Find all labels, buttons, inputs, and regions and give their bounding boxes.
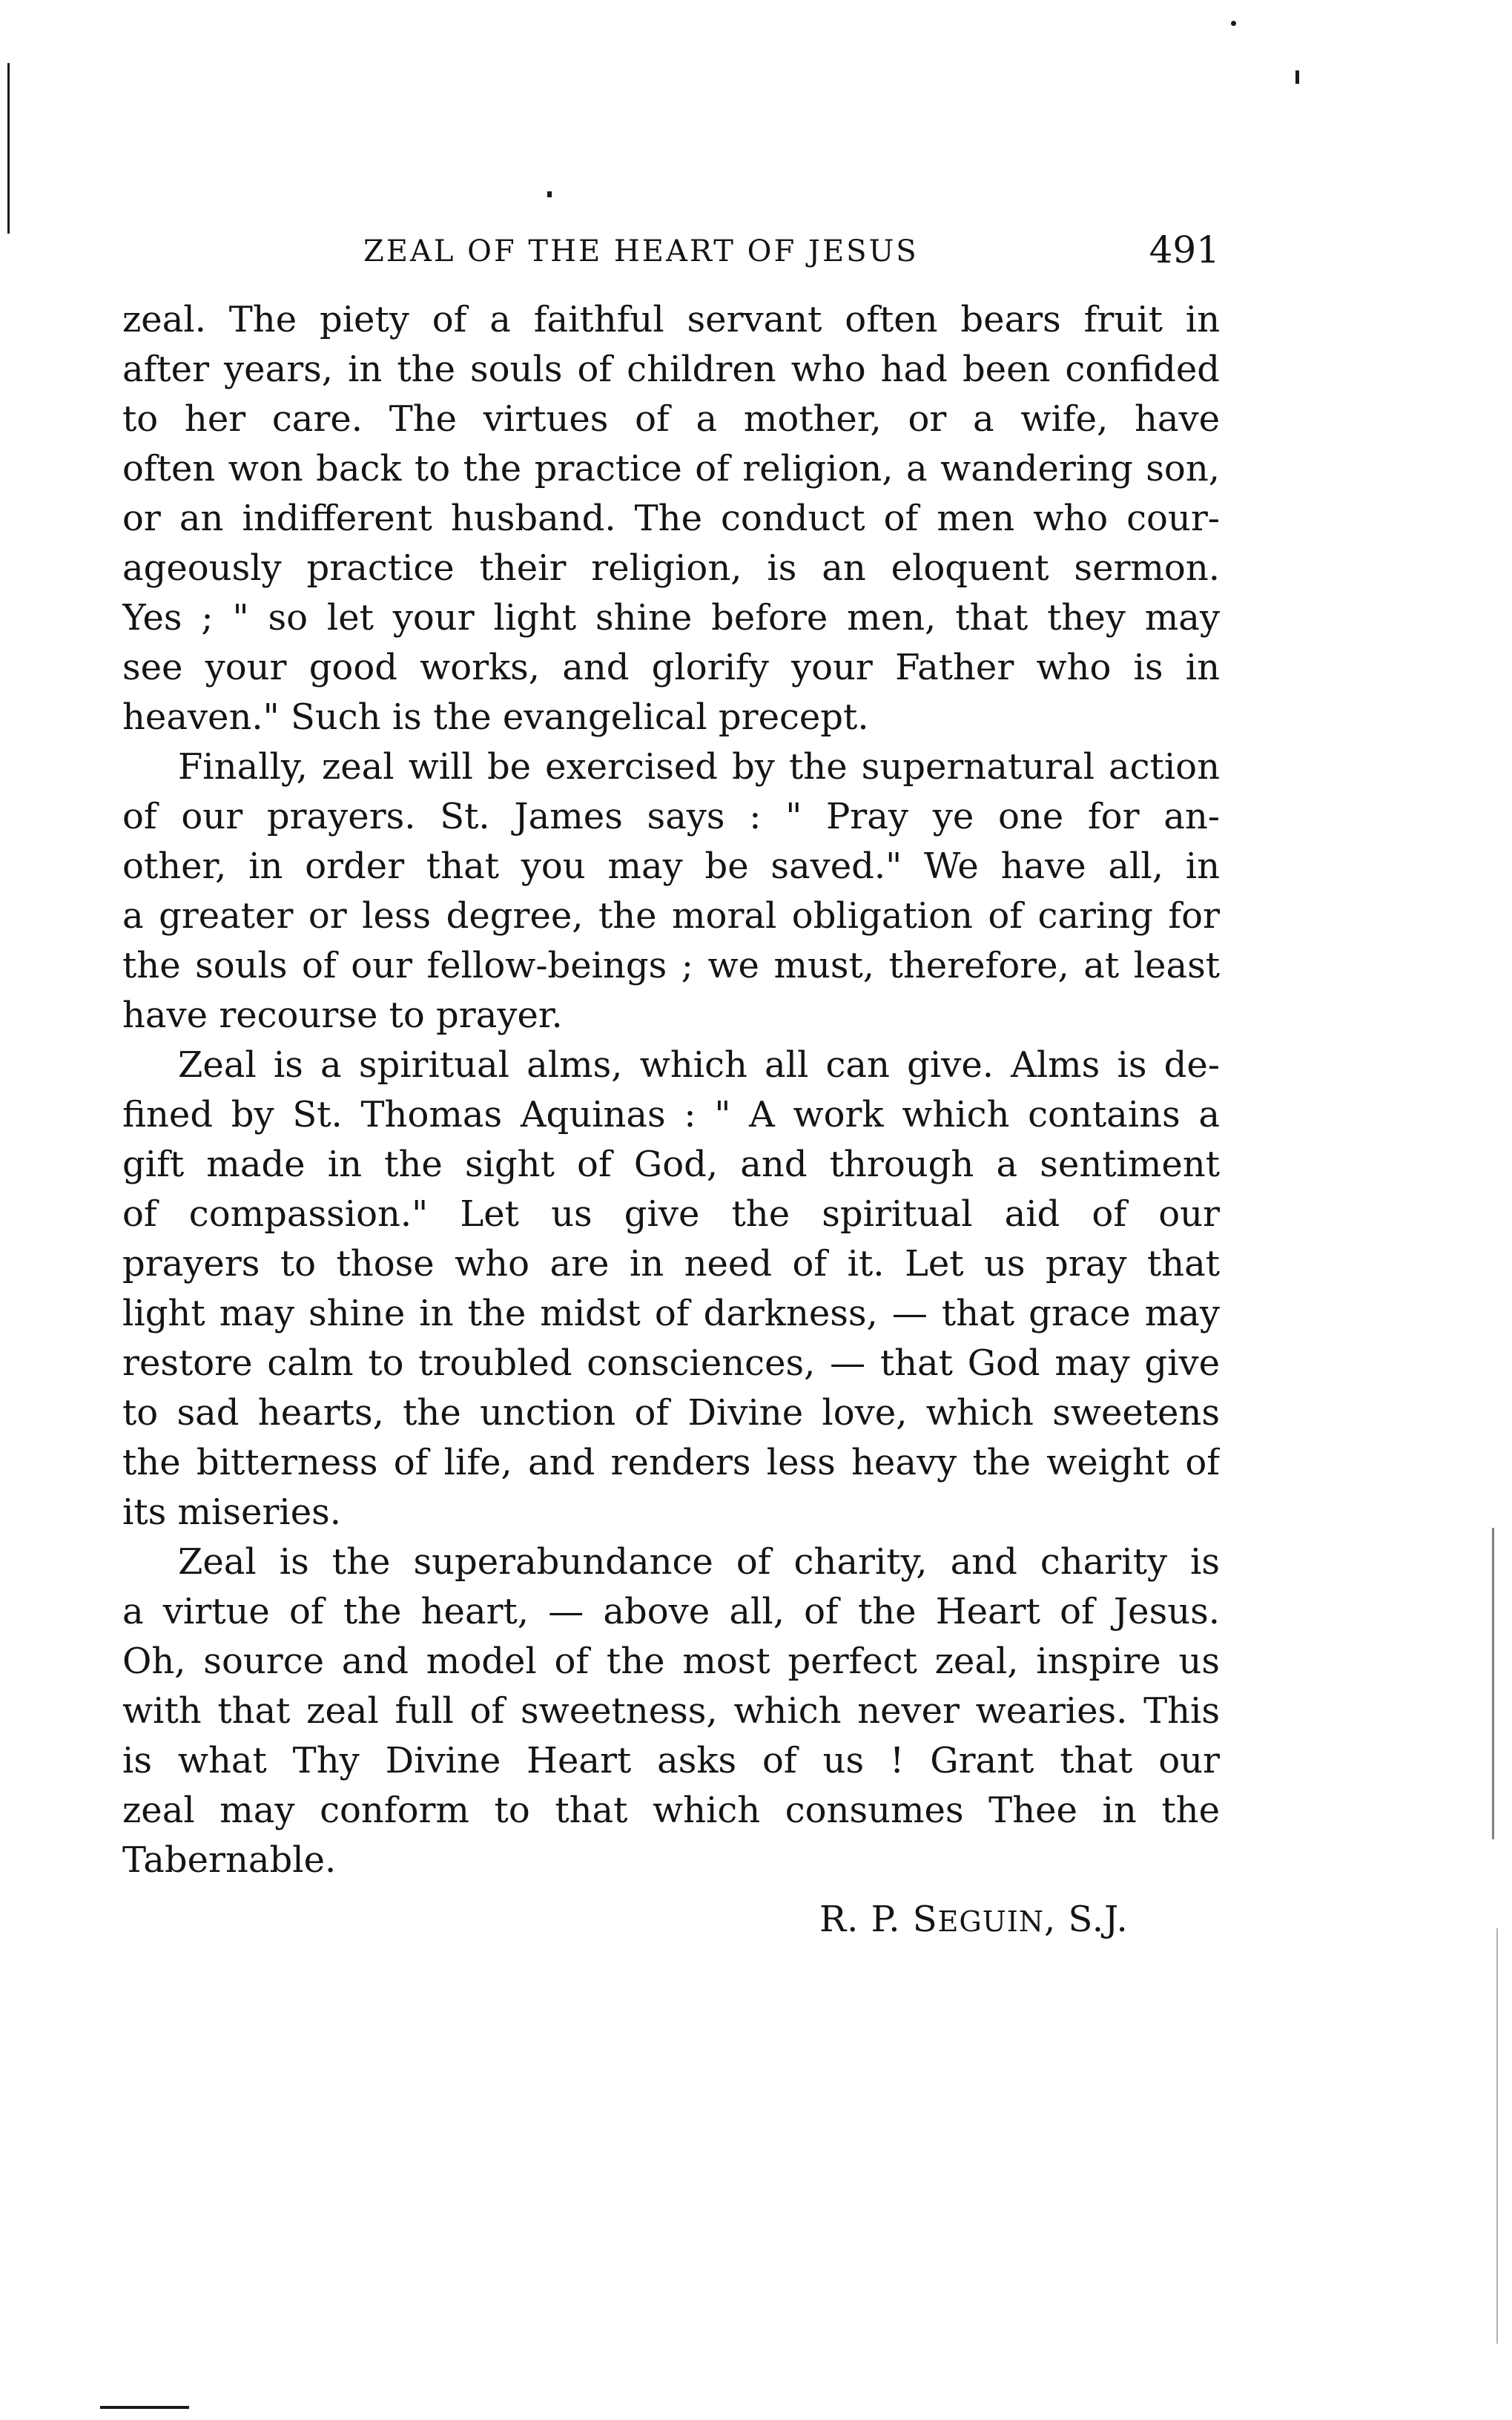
binding-edge-mark <box>1496 1928 1498 2344</box>
text-line: ageously practice their religion, is an eloquent sermon. <box>122 547 1220 589</box>
paragraph-3 <box>122 1041 1220 1537</box>
paragraph-1 <box>122 295 1220 742</box>
text-line: with that zeal full of sweetness, which never wearies. This <box>122 1690 1220 1732</box>
text-line: to her care. The virtues of a mother, or a wife, have <box>122 398 1220 440</box>
body-text <box>122 295 1220 1885</box>
text-line: fined by St. Thomas Aquinas : " A work which contains a <box>122 1094 1220 1135</box>
text-line: restore calm to troubled consciences, — that God may give <box>122 1342 1220 1384</box>
scan-speck <box>1295 70 1299 84</box>
text-line: zeal may conform to that which consumes Thee in the <box>122 1790 1220 1831</box>
author-signature <box>819 1899 1129 1940</box>
text-line: Zeal is the superabundance of charity, and charity is <box>178 1541 1220 1583</box>
text-line: is what Thy Divine Heart asks of us ! Grant that our <box>122 1740 1220 1781</box>
text-line: a greater or less degree, the moral obligation of caring for <box>122 895 1220 937</box>
running-title: ZEAL OF THE HEART OF JESUS <box>363 234 919 268</box>
scan-speck <box>1231 21 1236 26</box>
signature-surname: EGUIN <box>937 1905 1045 1938</box>
running-head <box>122 228 1220 273</box>
signature-suffix: , S.J. <box>1044 1899 1129 1940</box>
text-line: prayers to those who are in need of it. Let us pray that <box>122 1243 1220 1285</box>
text-line: Oh, source and model of the most perfect zeal, inspire us <box>122 1641 1220 1682</box>
text-line: heaven." Such is the evangelical precept. <box>122 696 869 738</box>
page-number: 491 <box>1149 228 1220 271</box>
text-line: light may shine in the midst of darkness, — that grace may <box>122 1293 1220 1334</box>
text-line: often won back to the practice of religion, a wandering son, <box>122 448 1220 489</box>
text-line: Zeal is a spiritual alms, which all can give. Alms is de- <box>178 1044 1220 1086</box>
text-line: of our prayers. St. James says : " Pray ye one for an- <box>122 796 1220 837</box>
signature-initials: R. P. S <box>819 1899 938 1940</box>
text-line: other, in order that you may be saved." We have all, in <box>122 845 1220 887</box>
text-line: to sad hearts, the unction of Divine love, which sweetens <box>122 1392 1220 1434</box>
text-line: see your good works, and glorify your Father who is in <box>122 647 1220 688</box>
scan-speck <box>547 191 552 197</box>
footer-rule <box>100 2406 189 2409</box>
text-line: or an indifferent husband. The conduct of men who cour- <box>122 498 1220 539</box>
binding-edge-mark <box>7 63 10 234</box>
text-line: Finally, zeal will be exercised by the supernatural action <box>178 746 1220 788</box>
text-line: gift made in the sight of God, and through a sentiment <box>122 1144 1220 1185</box>
paragraph-2 <box>122 742 1220 1041</box>
text-line: of compassion." Let us give the spiritual aid of our <box>122 1193 1220 1235</box>
text-line: Tabernable. <box>122 1839 337 1881</box>
text-line: the souls of our fellow-beings ; we must, therefore, at least <box>122 945 1220 986</box>
text-line: its miseries. <box>122 1491 342 1533</box>
text-line: after years, in the souls of children who had been confided <box>122 349 1220 390</box>
text-line: the bitterness of life, and renders less heavy the weight of <box>122 1442 1220 1483</box>
text-line: Yes ; " so let your light shine before men, that they may <box>122 597 1220 639</box>
text-line: zeal. The piety of a faithful servant often bears fruit in <box>122 299 1220 340</box>
text-line: a virtue of the heart, — above all, of the Heart of Jesus. <box>122 1591 1220 1632</box>
binding-edge-mark <box>1492 1528 1494 1839</box>
paragraph-4 <box>122 1537 1220 1885</box>
text-line: have recourse to prayer. <box>122 995 563 1036</box>
